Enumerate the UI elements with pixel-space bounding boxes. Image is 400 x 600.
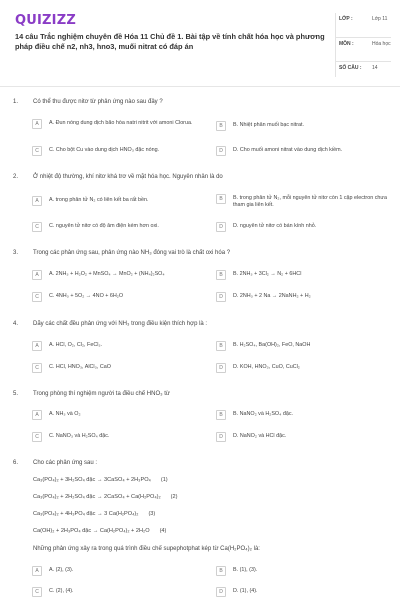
question-2-number: 2. xyxy=(13,174,19,180)
option-text: B. Nhiệt phân muối bạc nitrat. xyxy=(233,122,305,128)
question-6-number: 6. xyxy=(13,460,19,466)
meta-subject-value: Hóa học xyxy=(372,41,391,47)
equation-formula: Ca(OH)₂ + 2H₃PO₄ đặc → Ca(H₂PO₄)₂ + 2H₂O xyxy=(33,528,150,534)
equation-1 xyxy=(33,477,168,483)
option-letter-box: C xyxy=(32,222,42,232)
option-letter-box: D xyxy=(216,587,226,597)
question-6-followup: Những phản ứng xảy ra trong quá trình điều chế supephotphat kép từ Ca(H₂PO₄)₂ là: xyxy=(33,546,260,552)
option-letter-box: B xyxy=(216,341,226,351)
option-letter-box: A xyxy=(32,341,42,351)
option-letter-box: C xyxy=(32,363,42,373)
meta-class-label: LỚP : xyxy=(339,16,353,22)
meta-class-value: Lớp 11 xyxy=(372,16,388,22)
option-text: C. (2), (4). xyxy=(49,588,74,594)
option-letter-box: B xyxy=(216,566,226,576)
equation-3 xyxy=(33,511,155,517)
question-4-number: 4. xyxy=(13,321,19,327)
option-letter-box: A xyxy=(32,119,42,129)
option-text: C. nguyên tử nitơ có độ âm điện kém hơn oxi. xyxy=(49,223,159,229)
option-text: A. 2NH₃ + H₂O₂ + MnSO₄ → MnO₂ + (NH₄)₂SO₄ xyxy=(49,271,165,277)
option-text: B. NaNO₂ và H₂SO₄ đặc. xyxy=(233,411,294,417)
option-text: D. KOH, HNO₃, CuO, CuCl₂ xyxy=(233,364,300,370)
option-text: B. 2NH₃ + 3Cl₂ → N₂ + 6HCl xyxy=(233,271,302,277)
option-letter-box: A xyxy=(32,410,42,420)
equation-formula: Ca₃(PO₄)₂ + 2H₂SO₄ đặc → 2CaSO₄ + Ca(H₂PO₄)₂ xyxy=(33,494,161,500)
option-letter-box: D xyxy=(216,222,226,232)
question-1-number: 1. xyxy=(13,99,19,105)
option-text: A. HCl, O₂, Cl₂, FeCl₃. xyxy=(49,342,103,348)
option-text: D. (1), (4). xyxy=(233,588,258,594)
question-4-text: Dãy các chất đều phản ứng với NH₃ trong điều kiện thích hợp là : xyxy=(33,321,208,327)
option-text: A. NH₃ và O₂ xyxy=(49,411,81,417)
meta-subject-row xyxy=(336,38,391,62)
equation-2 xyxy=(33,494,178,500)
quizizz-logo: QUIZIZZ xyxy=(15,13,76,28)
option-text: C. NaNO₃ và H₂SO₄ đặc. xyxy=(49,433,110,439)
option-text: A. (2), (3). xyxy=(49,567,74,573)
equation-tag: (4) xyxy=(159,528,167,534)
question-5-text: Trong phòng thí nghiệm người ta điều chế HNO₃ từ xyxy=(33,391,170,397)
question-3-text: Trong các phản ứng sau, phản ứng nào NH₃ đóng vai trò là chất oxi hóa ? xyxy=(33,250,231,256)
meta-class-row xyxy=(336,13,391,38)
option-letter-box: B xyxy=(216,410,226,420)
option-letter-box: D xyxy=(216,146,226,156)
option-text: C. HCl, HNO₃, AlCl₃, CaO xyxy=(49,364,111,370)
option-text: D. Cho muối amoni nitrat vào dung dịch kiềm. xyxy=(233,147,343,153)
question-3-number: 3. xyxy=(13,250,19,256)
worksheet-header xyxy=(0,0,400,86)
option-text: C. 4NH₃ + 5O₂ → 4NO + 6H₂O xyxy=(49,293,124,299)
option-letter-box: A xyxy=(32,270,42,280)
option-text: B. H₂SO₄, Ba(OH)₂, FeO, NaOH xyxy=(233,342,311,348)
option-letter-box: C xyxy=(32,146,42,156)
option-letter-box: D xyxy=(216,432,226,442)
meta-table xyxy=(335,13,391,77)
option-text: D. nguyên tử nitơ có bán kính nhỏ. xyxy=(233,223,317,229)
option-letter-box: D xyxy=(216,292,226,302)
option-letter-box: C xyxy=(32,292,42,302)
option-text: B. trong phân tử N₂, mỗi nguyên tử nitơ còn 1 cặp electron chưa tham gia liên kết. xyxy=(233,195,387,208)
equation-formula: Ca₃(PO₄)₂ + 4H₃PO₄ đặc → 3 Ca(H₂PO₄)₂ xyxy=(33,511,139,517)
option-text: A. trong phân tử N₂ có liên kết ba rất bền. xyxy=(49,197,149,203)
equation-tag: (2) xyxy=(170,494,178,500)
option-letter-box: B xyxy=(216,270,226,280)
question-5-number: 5. xyxy=(13,391,19,397)
meta-count-label: SỐ CÂU : xyxy=(339,65,362,71)
option-letter-box: A xyxy=(32,196,42,206)
header-divider xyxy=(0,86,400,87)
option-letter-box: C xyxy=(32,432,42,442)
option-text: B. (1), (3). xyxy=(233,567,258,573)
option-text: D. 2NH₃ + 2 Na → 2NaNH₂ + H₂ xyxy=(233,293,311,299)
question-6-text: Cho các phản ứng sau : xyxy=(33,460,98,466)
option-letter-box: D xyxy=(216,363,226,373)
question-2-text: Ở nhiệt độ thường, khí nitơ khá trơ về mặt hóa học. Nguyên nhân là do xyxy=(33,174,223,180)
meta-count-value: 14 xyxy=(372,65,378,71)
option-letter-box: C xyxy=(32,587,42,597)
equation-tag: (1) xyxy=(160,477,168,483)
equation-tag: (3) xyxy=(148,511,156,517)
option-letter-box: B xyxy=(216,121,226,131)
equation-formula: Ca₃(PO₄)₂ + 3H₂SO₄ đặc → 3CaSO₄ + 2H₃PO₄ xyxy=(33,477,151,483)
meta-subject-label: MÔN : xyxy=(339,41,354,47)
option-letter-box: A xyxy=(32,566,42,576)
option-text: D. NaNO₂ và HCl đặc. xyxy=(233,433,287,439)
option-letter-box: B xyxy=(216,194,226,204)
equation-4 xyxy=(33,528,166,534)
option-text: C. Cho bột Cu vào dung dịch HNO₃ đặc nóng. xyxy=(49,147,160,153)
option-text: A. Đun nóng dung dịch bão hòa natri nitrit với amoni Clorua. xyxy=(49,120,193,126)
meta-count-row xyxy=(336,62,391,77)
worksheet-title: 14 câu Trắc nghiệm chuyên đề Hóa 11 Chủ đề 1. Bài tập về tính chất hóa học và phương pháp điều chế n2, nh3, hno3, muối nitrat có đáp án xyxy=(15,32,325,51)
question-1-text: Có thể thu được nitơ từ phản ứng nào sau đây ? xyxy=(33,99,163,105)
